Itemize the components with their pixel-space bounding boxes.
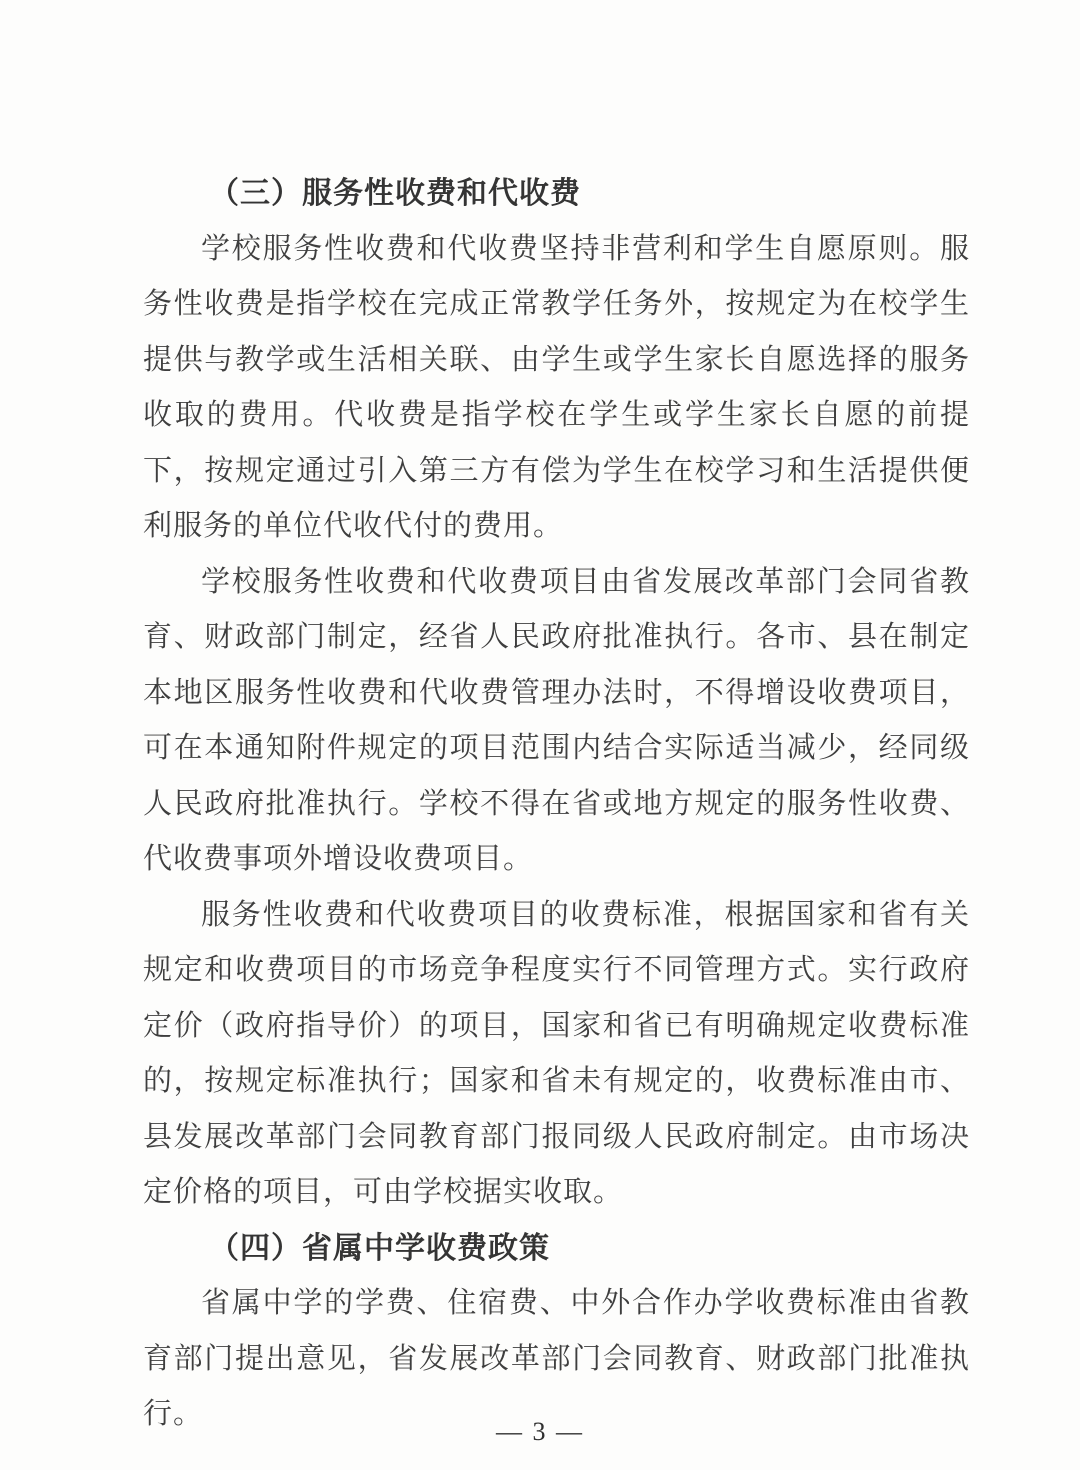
- document-content: [143, 166, 970, 1443]
- paragraph-service-fee-definition: 学校服务性收费和代收费坚持非营利和学生自愿原则。服务性收费是指学校在完成正常教学任务外，按规定为在校学生提供与教学或生活相关联、由学生或学生家长自愿选择的服务收取的费用。代收费是指学校在学生或学生家长自愿的前提下，按规定通过引入第三方有偿为学生在校学习和生活提供便利服务的单位代收代付的费用。: [143, 232, 970, 542]
- page-number: — 3 —: [496, 1417, 584, 1446]
- section-heading-provincial-middle-schools: （四）省属中学收费政策: [209, 1231, 550, 1265]
- section-heading-service-fees: （三）服务性收费和代收费: [209, 177, 581, 210]
- paragraph-provincial-school-fees: 省属中学的学费、住宿费、中外合作办学收费标准由省教育部门提出意见，省发展改革部门会同教育、财政部门批准执行。: [143, 1287, 970, 1430]
- paragraph-fee-standards-management: 服务性收费和代收费项目的收费标准，根据国家和省有关规定和收费项目的市场竞争程度实行不同管理方式。实行政府定价（政府指导价）的项目，国家和省已有明确规定收费标准的，按规定标准执行；国家和省未有规定的，收费标准由市、县发展改革部门会同教育部门报同级人民政府制定。由市场决定价格的项目，可由学校据实收取。: [143, 898, 970, 1208]
- page-footer: [0, 1416, 1080, 1448]
- paragraph-fee-items-approval: 学校服务性收费和代收费项目由省发展改革部门会同省教育、财政部门制定，经省人民政府批准执行。各市、县在制定本地区服务性收费和代收费管理办法时，不得增设收费项目，可在本通知附件规定的项目范围内结合实际适当减少，经同级人民政府批准执行。学校不得在省或地方规定的服务性收费、代收费事项外增设收费项目。: [143, 565, 970, 875]
